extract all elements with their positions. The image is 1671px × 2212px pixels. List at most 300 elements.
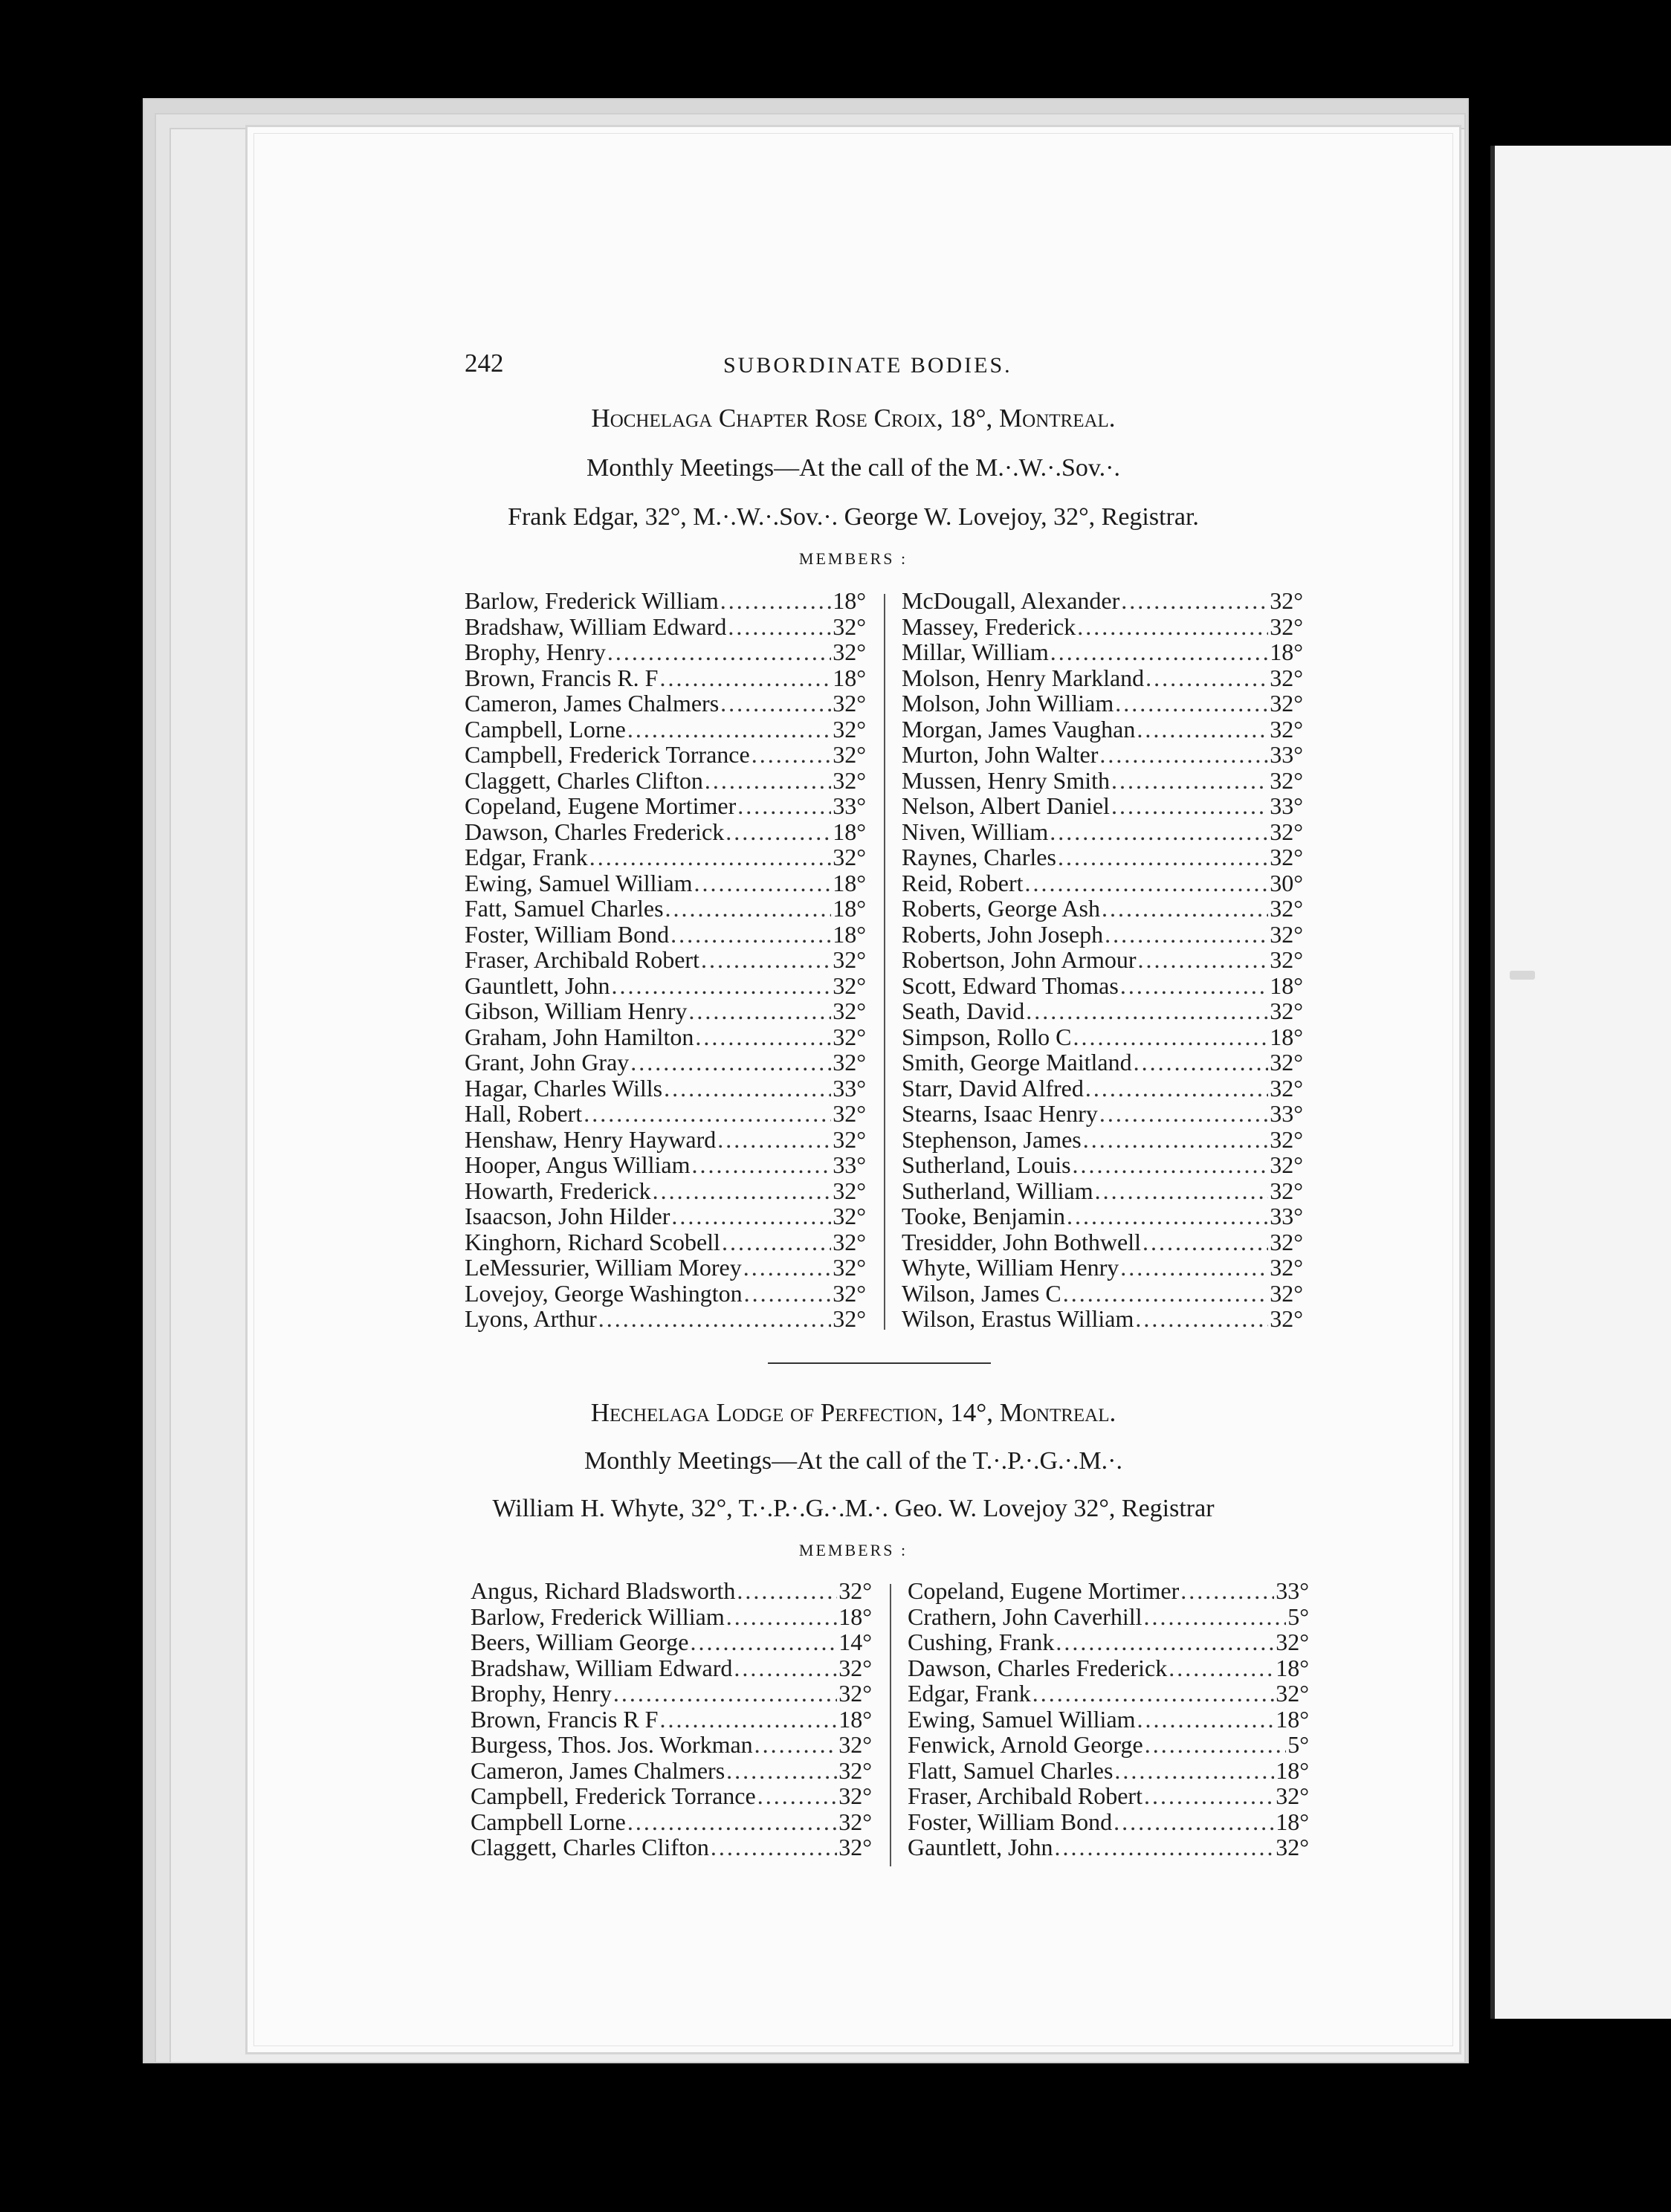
member-name: Millar, William — [902, 638, 1049, 665]
member-name: Sutherland, William — [902, 1177, 1093, 1204]
member-name: Beers, William George — [471, 1629, 689, 1655]
member-name: Campbell, Frederick Torrance — [465, 741, 750, 768]
column-divider — [884, 594, 885, 1330]
member-degree: 32° — [1276, 1629, 1309, 1655]
member-entry — [465, 793, 866, 819]
member-name: Seath, David — [902, 997, 1025, 1024]
dot-leader — [598, 1306, 831, 1332]
dot-leader — [1145, 1732, 1287, 1758]
member-name: Campbell, Frederick Torrance — [471, 1782, 756, 1809]
member-degree: 32° — [833, 1228, 866, 1255]
member-entry — [465, 691, 866, 717]
member-entry — [902, 998, 1303, 1024]
member-degree: 32° — [833, 638, 866, 665]
dot-leader — [1180, 1578, 1274, 1604]
member-degree: 32° — [1276, 1680, 1309, 1707]
member-entry — [465, 1076, 866, 1102]
member-name: Hall, Robert — [465, 1100, 583, 1127]
member-entry — [908, 1578, 1309, 1604]
dot-leader — [1095, 1178, 1269, 1204]
member-entry — [471, 1655, 872, 1681]
dot-leader — [1102, 896, 1268, 922]
member-degree: 32° — [1270, 1254, 1303, 1281]
dot-leader — [1083, 1127, 1268, 1153]
member-entry — [471, 1783, 872, 1809]
member-name: Graham, John Hamilton — [465, 1023, 694, 1050]
section1-officers: Frank Edgar, 32°, M.·.W.·.Sov.·. George W. Lovejoy, 32°, Registrar. — [508, 503, 1199, 531]
dot-leader — [1121, 588, 1268, 614]
member-entry — [908, 1681, 1309, 1707]
page-number: 242 — [465, 349, 504, 378]
member-degree: 32° — [833, 1100, 866, 1127]
member-name: Mussen, Henry Smith — [902, 766, 1110, 794]
member-name: Gauntlett, John — [465, 971, 610, 999]
dot-leader — [1145, 665, 1268, 691]
member-degree: 32° — [1270, 946, 1303, 973]
dot-leader — [1143, 1604, 1286, 1630]
member-degree: 18° — [1276, 1808, 1309, 1835]
member-degree: 32° — [1270, 715, 1303, 743]
member-degree: 33° — [1270, 741, 1303, 768]
section1-left-column — [465, 588, 866, 1332]
book-page — [245, 125, 1461, 2054]
member-degree: 32° — [1270, 1279, 1303, 1307]
member-name: Murton, John Walter — [902, 741, 1099, 768]
member-entry — [465, 844, 866, 870]
dot-leader — [607, 639, 831, 665]
section2-left-column — [471, 1578, 872, 1860]
member-degree: 18° — [838, 1705, 872, 1733]
member-degree: 18° — [833, 664, 866, 691]
dot-leader — [705, 768, 831, 794]
member-degree: 32° — [833, 1203, 866, 1229]
dot-leader — [1099, 742, 1268, 768]
member-name: Flatt, Samuel Charles — [908, 1756, 1114, 1784]
member-name: Wilson, James C — [902, 1279, 1061, 1307]
member-degree: 32° — [833, 766, 866, 794]
member-degree: 18° — [833, 895, 866, 922]
member-name: Howarth, Frederick — [465, 1177, 651, 1204]
member-degree: 32° — [1276, 1782, 1309, 1809]
member-name: Edgar, Frank — [465, 844, 588, 870]
member-entry — [465, 973, 866, 999]
member-entry — [471, 1809, 872, 1835]
member-degree: 32° — [1270, 1228, 1303, 1255]
dot-leader — [659, 1707, 837, 1733]
member-name: Hooper, Angus William — [465, 1151, 691, 1178]
member-name: Burgess, Thos. Jos. Workman — [471, 1731, 753, 1758]
member-entry — [902, 922, 1303, 948]
member-degree: 32° — [833, 741, 866, 768]
member-degree: 18° — [833, 920, 866, 948]
member-entry — [902, 1255, 1303, 1281]
dot-leader — [691, 1152, 831, 1178]
dot-leader — [1115, 691, 1268, 717]
member-entry — [471, 1834, 872, 1860]
dot-leader — [717, 1127, 831, 1153]
member-entry — [908, 1809, 1309, 1835]
member-name: Lyons, Arthur — [465, 1305, 597, 1332]
member-entry — [902, 1203, 1303, 1229]
dot-leader — [1120, 973, 1268, 999]
dot-leader — [701, 947, 831, 973]
member-name: Sutherland, Louis — [902, 1151, 1071, 1178]
member-degree: 18° — [833, 818, 866, 845]
member-degree: 32° — [1270, 844, 1303, 870]
member-entry — [902, 973, 1303, 999]
member-degree: 32° — [833, 844, 866, 870]
member-degree: 32° — [1270, 587, 1303, 614]
member-degree: 32° — [833, 612, 866, 640]
member-entry — [465, 614, 866, 640]
dot-leader — [1144, 1783, 1274, 1809]
dot-leader — [1111, 793, 1268, 819]
member-name: Foster, William Bond — [465, 920, 670, 948]
dot-leader — [1134, 1050, 1269, 1076]
member-name: Gauntlett, John — [908, 1834, 1053, 1860]
member-degree: 32° — [838, 1577, 872, 1604]
member-degree: 5° — [1287, 1731, 1309, 1758]
member-name: Roberts, John Joseph — [902, 920, 1104, 948]
member-degree: 18° — [838, 1603, 872, 1630]
member-entry — [471, 1681, 872, 1707]
member-entry — [902, 742, 1303, 768]
member-entry — [465, 1306, 866, 1332]
member-name: Cameron, James Chalmers — [465, 690, 720, 717]
section2-meetings: Monthly Meetings—At the call of the T.·.P.·.G.·.M.·. — [584, 1447, 1122, 1475]
member-degree: 33° — [833, 1151, 866, 1178]
member-degree: 32° — [833, 1177, 866, 1204]
dot-leader — [1077, 614, 1268, 640]
member-degree: 32° — [833, 971, 866, 999]
member-degree: 33° — [1276, 1577, 1309, 1604]
member-entry — [902, 691, 1303, 717]
member-entry — [465, 665, 866, 691]
dot-leader — [728, 614, 831, 640]
member-entry — [465, 1050, 866, 1076]
dot-leader — [720, 588, 831, 614]
member-entry — [902, 1101, 1303, 1127]
member-entry — [465, 639, 866, 665]
member-degree: 18° — [1276, 1654, 1309, 1681]
member-entry — [465, 870, 866, 896]
member-name: Barlow, Frederick William — [465, 587, 719, 614]
member-degree: 32° — [1270, 766, 1303, 794]
dot-leader — [630, 1050, 831, 1076]
dot-leader — [752, 742, 832, 768]
dot-leader — [1058, 844, 1268, 870]
member-degree: 32° — [833, 1305, 866, 1332]
member-degree: 5° — [1287, 1603, 1309, 1630]
dot-leader — [720, 691, 831, 717]
member-name: Fatt, Samuel Charles — [465, 895, 664, 922]
member-entry — [908, 1758, 1309, 1784]
member-name: Gibson, William Henry — [465, 997, 688, 1024]
dot-leader — [726, 1604, 837, 1630]
dot-leader — [726, 1758, 837, 1784]
member-name: Morgan, James Vaughan — [902, 715, 1136, 743]
dot-leader — [1067, 1203, 1268, 1229]
member-entry — [465, 1024, 866, 1050]
member-name: Barlow, Frederick William — [471, 1603, 725, 1630]
member-name: Bradshaw, William Edward — [471, 1654, 733, 1681]
member-entry — [902, 1050, 1303, 1076]
member-entry — [908, 1604, 1309, 1630]
dot-leader — [757, 1783, 838, 1809]
section2-officers: William H. Whyte, 32°, T.·.P.·.G.·.M.·. Geo. W. Lovejoy 32°, Registrar — [492, 1495, 1215, 1522]
member-entry — [465, 1203, 866, 1229]
member-entry — [471, 1758, 872, 1784]
member-entry — [902, 1024, 1303, 1050]
member-name: Roberts, George Ash — [902, 895, 1100, 922]
member-entry — [902, 768, 1303, 794]
dot-leader — [589, 844, 831, 870]
member-name: Kinghorn, Richard Scobell — [465, 1228, 720, 1255]
member-degree: 32° — [1270, 664, 1303, 691]
dot-leader — [688, 998, 831, 1024]
dot-leader — [1137, 717, 1268, 743]
member-degree: 32° — [838, 1808, 872, 1835]
member-entry — [465, 1101, 866, 1127]
member-degree: 32° — [1270, 1177, 1303, 1204]
member-entry — [902, 614, 1303, 640]
member-name: Hagar, Charles Wills — [465, 1074, 663, 1102]
member-name: Dawson, Charles Frederick — [908, 1654, 1168, 1681]
member-name: Brophy, Henry — [465, 638, 606, 665]
member-name: Crathern, John Caverhill — [908, 1603, 1142, 1630]
dot-leader — [670, 922, 831, 948]
dot-leader — [659, 665, 831, 691]
member-name: Edgar, Frank — [908, 1680, 1031, 1707]
member-degree: 18° — [1270, 971, 1303, 999]
dot-leader — [1050, 819, 1268, 845]
member-degree: 32° — [1270, 1049, 1303, 1076]
member-entry — [902, 588, 1303, 614]
member-degree: 33° — [1270, 1203, 1303, 1229]
member-name: Isaacson, John Hilder — [465, 1203, 670, 1229]
dot-leader — [722, 1229, 831, 1255]
paper-speck — [1510, 971, 1535, 980]
member-name: Cameron, James Chalmers — [471, 1756, 725, 1784]
member-name: Massey, Frederick — [902, 612, 1076, 640]
member-entry — [465, 1281, 866, 1307]
member-degree: 32° — [833, 946, 866, 973]
member-name: Angus, Richard Bladsworth — [471, 1577, 736, 1604]
member-entry — [902, 1306, 1303, 1332]
member-degree: 33° — [1270, 1100, 1303, 1127]
member-degree: 18° — [1276, 1756, 1309, 1784]
member-degree: 32° — [833, 1049, 866, 1076]
member-name: Fraser, Archibald Robert — [908, 1782, 1142, 1809]
member-entry — [471, 1604, 872, 1630]
dot-leader — [1138, 947, 1269, 973]
section1-heading: Hochelaga Chapter Rose Croix, 18°, Montreal. — [591, 404, 1116, 433]
member-degree: 32° — [1270, 1151, 1303, 1178]
member-entry — [465, 896, 866, 922]
member-entry — [465, 1152, 866, 1178]
member-degree: 32° — [1270, 818, 1303, 845]
member-degree: 18° — [833, 587, 866, 614]
member-name: Brophy, Henry — [471, 1680, 612, 1707]
dot-leader — [653, 1178, 832, 1204]
member-degree: 33° — [833, 792, 866, 819]
member-degree: 18° — [833, 869, 866, 896]
member-degree: 32° — [833, 715, 866, 743]
member-degree: 32° — [838, 1731, 872, 1758]
member-name: Brown, Francis R. F — [465, 664, 659, 691]
dot-leader — [734, 1655, 837, 1681]
dot-leader — [1063, 1281, 1269, 1307]
member-degree: 32° — [1270, 920, 1303, 948]
member-name: Stephenson, James — [902, 1125, 1082, 1153]
dot-leader — [690, 1629, 837, 1655]
section1-members-label: MEMBERS : — [798, 549, 908, 568]
member-entry — [471, 1732, 872, 1758]
member-name: Foster, William Bond — [908, 1808, 1113, 1835]
member-degree: 30° — [1270, 869, 1303, 896]
dot-leader — [1032, 1681, 1274, 1707]
member-degree: 32° — [1270, 690, 1303, 717]
dot-leader — [1135, 1306, 1268, 1332]
member-degree: 33° — [833, 1074, 866, 1102]
section2-heading: Hechelaga Lodge of Perfection, 14°, Montreal. — [590, 1398, 1116, 1427]
member-entry — [908, 1707, 1309, 1733]
member-degree: 18° — [1270, 638, 1303, 665]
member-name: Bradshaw, William Edward — [465, 612, 727, 640]
member-name: Dawson, Charles Frederick — [465, 818, 725, 845]
member-name: Molson, Henry Markland — [902, 664, 1145, 691]
dot-leader — [1120, 1255, 1268, 1281]
member-degree: 32° — [1270, 612, 1303, 640]
member-entry — [902, 1076, 1303, 1102]
member-name: Wilson, Erastus William — [902, 1305, 1134, 1332]
dot-leader — [737, 1578, 837, 1604]
member-degree: 32° — [833, 997, 866, 1024]
dot-leader — [1111, 768, 1268, 794]
member-name: Robertson, John Armour — [902, 946, 1137, 973]
dot-leader — [671, 1203, 831, 1229]
column-divider — [890, 1584, 891, 1866]
running-head: SUBORDINATE BODIES. — [723, 353, 1012, 378]
member-degree: 32° — [1270, 997, 1303, 1024]
member-degree: 32° — [833, 1125, 866, 1153]
member-name: Stearns, Isaac Henry — [902, 1100, 1098, 1127]
dot-leader — [743, 1255, 831, 1281]
member-name: Grant, John Gray — [465, 1049, 630, 1076]
member-degree: 32° — [838, 1756, 872, 1784]
dot-leader — [1025, 870, 1269, 896]
dot-leader — [1105, 922, 1268, 948]
dot-leader — [1056, 1629, 1274, 1655]
dot-leader — [737, 793, 831, 819]
member-degree: 32° — [1270, 1074, 1303, 1102]
member-degree: 32° — [833, 1023, 866, 1050]
dot-leader — [613, 1681, 837, 1707]
member-name: Simpson, Rollo C — [902, 1023, 1072, 1050]
member-name: Tooke, Benjamin — [902, 1203, 1065, 1229]
member-entry — [902, 1281, 1303, 1307]
member-entry — [465, 819, 866, 845]
member-name: Starr, David Alfred — [902, 1074, 1084, 1102]
member-entry — [465, 768, 866, 794]
member-entry — [902, 1127, 1303, 1153]
dot-leader — [1137, 1707, 1275, 1733]
member-degree: 32° — [833, 690, 866, 717]
section2-right-column — [908, 1578, 1309, 1860]
dot-leader — [1099, 1101, 1268, 1127]
member-entry — [465, 1229, 866, 1255]
dot-leader — [1169, 1655, 1274, 1681]
member-degree: 32° — [1270, 1305, 1303, 1332]
dot-leader — [695, 1024, 831, 1050]
member-name: Campbell, Lorne — [465, 715, 626, 743]
member-entry — [902, 1229, 1303, 1255]
member-name: LeMessurier, William Morey — [465, 1254, 742, 1281]
dot-leader — [1142, 1229, 1268, 1255]
member-name: Tresidder, John Bothwell — [902, 1228, 1141, 1255]
member-degree: 32° — [1270, 895, 1303, 922]
dot-leader — [1026, 998, 1268, 1024]
dot-leader — [627, 1809, 837, 1835]
member-name: Copeland, Eugene Mortimer — [465, 792, 737, 819]
member-degree: 32° — [833, 1254, 866, 1281]
dot-leader — [1114, 1809, 1274, 1835]
dot-leader — [627, 717, 831, 743]
member-entry — [471, 1707, 872, 1733]
member-entry — [465, 717, 866, 743]
member-entry — [465, 922, 866, 948]
section1-meetings: Monthly Meetings—At the call of the M.·.W.·.Sov.·. — [586, 454, 1120, 482]
member-name: Copeland, Eugene Mortimer — [908, 1577, 1180, 1604]
section2-members-label: MEMBERS : — [798, 1541, 908, 1559]
dot-leader — [665, 896, 832, 922]
member-degree: 18° — [1276, 1705, 1309, 1733]
member-entry — [908, 1783, 1309, 1809]
dot-leader — [1073, 1024, 1269, 1050]
member-name: Molson, John William — [902, 690, 1114, 717]
dot-leader — [612, 973, 832, 999]
member-name: Campbell Lorne — [471, 1808, 626, 1835]
facing-page-edge — [1490, 146, 1671, 2019]
member-entry — [902, 665, 1303, 691]
section-separator — [768, 1362, 991, 1364]
member-entry — [465, 947, 866, 973]
member-degree: 32° — [833, 1279, 866, 1307]
member-degree: 32° — [838, 1654, 872, 1681]
member-name: Ewing, Samuel William — [908, 1705, 1136, 1733]
member-name: Lovejoy, George Washington — [465, 1279, 743, 1307]
member-name: Niven, William — [902, 818, 1049, 845]
dot-leader — [664, 1076, 831, 1102]
member-name: Scott, Edward Thomas — [902, 971, 1119, 999]
member-name: Fraser, Archibald Robert — [465, 946, 699, 973]
member-name: Brown, Francis R F — [471, 1705, 659, 1733]
member-degree: 32° — [838, 1782, 872, 1809]
member-name: Smith, George Maitland — [902, 1049, 1132, 1076]
member-name: McDougall, Alexander — [902, 587, 1120, 614]
member-degree: 32° — [1270, 1125, 1303, 1153]
dot-leader — [1055, 1834, 1275, 1860]
dot-leader — [1085, 1076, 1268, 1102]
member-entry — [902, 870, 1303, 896]
member-degree: 14° — [838, 1629, 872, 1655]
member-name: Claggett, Charles Clifton — [465, 766, 703, 794]
member-name: Ewing, Samuel William — [465, 869, 693, 896]
member-entry — [902, 819, 1303, 845]
member-degree: 33° — [1270, 792, 1303, 819]
member-name: Whyte, William Henry — [902, 1254, 1119, 1281]
member-name: Claggett, Charles Clifton — [471, 1834, 709, 1860]
